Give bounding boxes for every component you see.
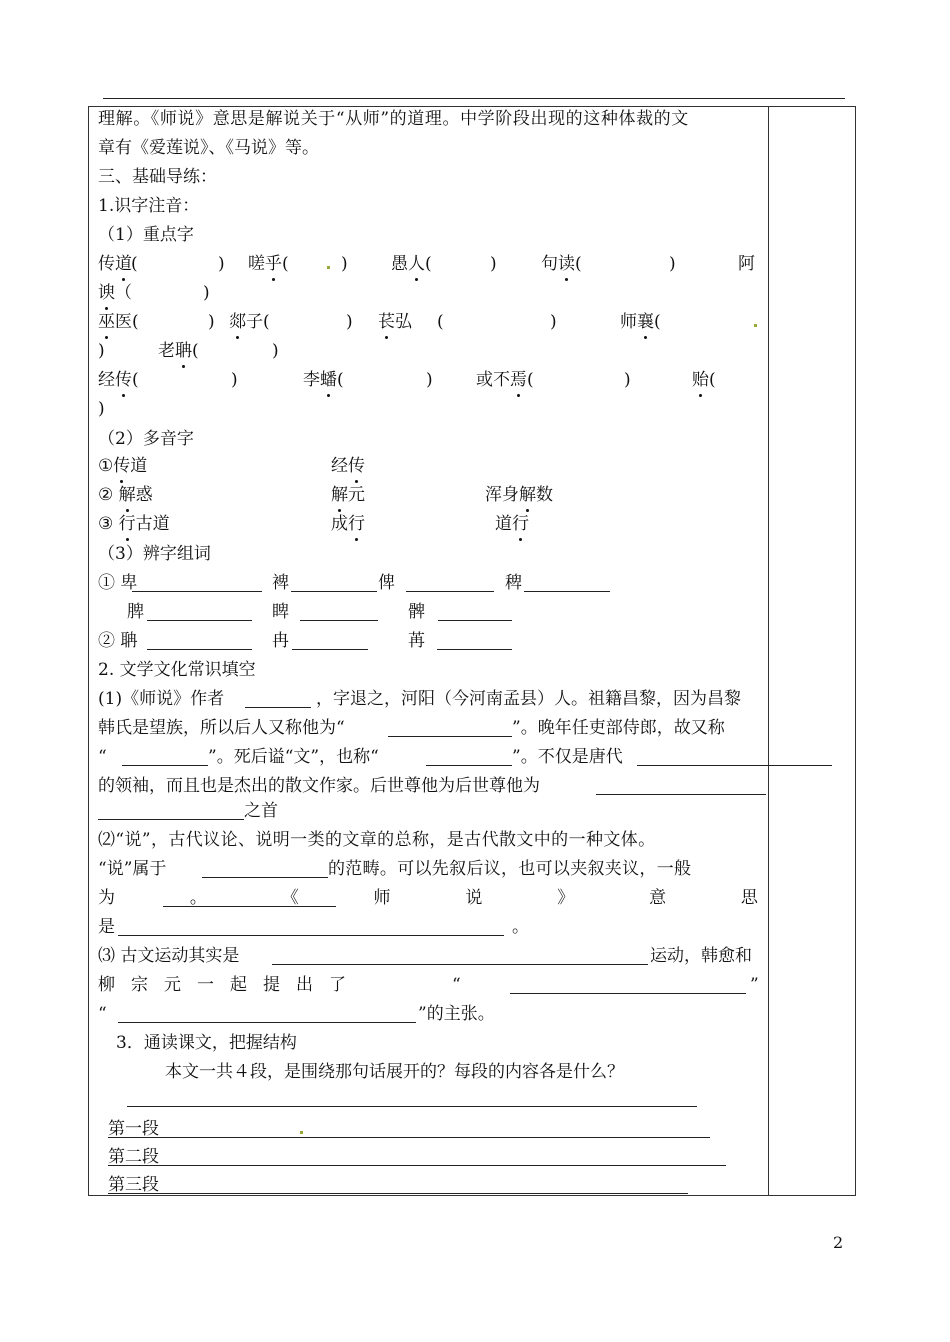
char-compare: 冉 [272,631,289,651]
blank-line[interactable] [438,620,512,621]
paren-close: ) [98,399,105,419]
q2-title: 2. 文学文化常识填空 [98,660,256,680]
scan-mark [300,1131,303,1134]
char-item: 经传( [98,370,139,390]
q2-char: 思 [740,888,758,908]
blank-line[interactable] [388,736,512,737]
q2-text: ”。死后谥“文”，也称“ [208,747,379,767]
blank-line[interactable] [132,591,262,592]
char-compare: ① 卑 [98,573,138,593]
q2-char: 起 [230,975,247,995]
q2-text: ”的主张。 [418,1004,495,1024]
q2-text: “说”属于 [98,859,167,879]
q2-char: 为 [98,888,115,908]
section-title: 三、基础导练： [98,167,217,187]
blank-line[interactable] [202,877,328,878]
char-item: 谀（ [98,283,132,303]
sub1-title: （1）重点字 [98,225,194,245]
char-compare: 髀 [408,602,425,622]
blank-line[interactable] [510,993,746,994]
q2-char: “ [452,975,461,995]
notes-column-divider [768,106,769,1196]
blank-line[interactable] [108,1165,726,1166]
char-item: 苌弘 [378,312,412,332]
paren-open: ( [131,254,138,274]
blank-line[interactable] [245,707,311,708]
char-compare: 苒 [408,631,425,651]
paren-close: ) [624,370,631,390]
char-item: 阿 [738,254,755,274]
q2-text: “ [98,747,107,767]
paren-close: ) [218,254,225,274]
blank-line[interactable] [596,794,766,795]
q2-text: 。 [512,917,529,937]
blank-line[interactable] [122,765,208,766]
q2-char: 元 [164,975,181,995]
char-item: 或不焉( [476,370,534,390]
char-item: 巫医( [98,312,139,332]
q2-text: 之首 [244,801,278,821]
char-item: 师襄( [620,312,661,332]
blank-line[interactable] [98,819,244,820]
polyphone-item: ② 解惑 [98,485,153,505]
q3-title: 3．通读课文，把握结构 [116,1033,297,1053]
q2-text: 运动，韩愈和 [650,946,752,966]
paren-close: ) [341,254,348,274]
blank-line[interactable] [426,765,512,766]
char-compare: 睥 [272,602,289,622]
char-item: 郯子( [229,312,270,332]
q2-char: 宗 [131,975,148,995]
q2-char: 一 [197,975,214,995]
header-rule [103,98,845,99]
q3-question: 本文一共４段，是围绕那句话展开的？每段的内容各是什么？ [165,1062,624,1082]
q2-text: 的领袖，而且也是杰出的散文作家。后世尊他为后世尊他为 [98,776,540,796]
q2-text: ”。晚年任吏部侍郎，故又称 [512,718,725,738]
q2-char: 柳 [98,975,115,995]
char-compare: 俾 [378,573,395,593]
paragraph-label: 第二段 [108,1147,159,1167]
blank-line[interactable] [406,591,494,592]
paren-close: ) [346,312,353,332]
paren-close: ) [550,312,557,332]
blank-line[interactable] [147,649,252,650]
paren-close: ) [669,254,676,274]
q2-text: (1)《师说》作者 [98,689,225,709]
char-item: 传道 [98,254,132,274]
q2-text: ，字退之，河阳（今河南孟县）人。祖籍昌黎，因为昌黎 [316,689,741,709]
scan-mark [327,266,330,269]
polyphone-item: 浑身解数 [485,485,553,505]
q2-text: 的范畴。可以先叙后议，也可以夹叙夹议，一般 [328,859,692,879]
blank-line[interactable] [118,935,504,936]
polyphone-item: ③ 行古道 [98,514,170,534]
q2-text: ⑵“说”，古代议论、说明一类的文章的总称，是古代散文中的一种文体。 [98,830,656,850]
q1-title: 1.识字注音： [98,196,200,216]
sub3-title: （3）辨字组词 [98,544,211,564]
blank-line[interactable] [108,1137,710,1138]
page-number: 2 [833,1233,844,1252]
blank-line[interactable] [300,620,378,621]
q2-text: 是 [98,917,115,937]
paren-close: ) [272,341,279,361]
scan-mark [754,324,757,327]
q2-text: ”。不仅是唐代 [512,747,623,767]
char-item: 嗟乎( [248,254,289,274]
q2-text: “ [98,1004,107,1024]
char-item: 老聃( [158,341,199,361]
char-item: 愚人( [391,254,432,274]
q2-text: ⑶ 古文运动其实是 [98,946,240,966]
paren-close: ) [208,312,215,332]
char-item: 句读( [541,254,582,274]
paren-close: ) [490,254,497,274]
intro-line-2: 章有《爱莲说》、《马说》等。 [98,138,319,158]
blank-line[interactable] [118,1022,416,1023]
char-compare: ② 聃 [98,631,138,651]
intro-line-1: 理解。《师说》意思是解说关于“从师”的道理。中学阶段出现的这种体裁的文 [98,109,689,129]
blank-line[interactable] [108,1193,688,1194]
q2-char: 《 [281,888,299,908]
blank-line[interactable] [437,649,512,650]
q2-char: 。 [189,888,207,908]
q2-char: ” [750,975,759,995]
paren-close: ) [231,370,238,390]
polyphone-item: 道行 [495,514,529,534]
char-compare: 裨 [272,573,289,593]
q2-char: 出 [296,975,313,995]
char-item: 李蟠( [303,370,344,390]
blank-line[interactable] [637,765,832,766]
char-item: 贻( [692,370,716,390]
paren-open: ( [437,312,444,332]
blank-line[interactable] [292,649,368,650]
polyphone-item: ①传道 [98,456,148,476]
paren-close: ) [203,283,210,303]
q2-char: 提 [263,975,280,995]
blank-line[interactable] [127,1106,697,1107]
char-compare: 稗 [505,573,522,593]
blank-line[interactable] [147,620,252,621]
q2-char: 》 [557,888,575,908]
q2-char: 了 [329,975,346,995]
paragraph-label: 第三段 [108,1175,159,1195]
blank-line[interactable] [524,591,610,592]
polyphone-item: 成行 [331,514,365,534]
char-compare: 脾 [127,602,144,622]
paren-close: ) [426,370,433,390]
q2-char: 意 [649,888,667,908]
q2-text: 韩氏是望族，所以后人又称他为“ [98,718,345,738]
q2-char: 说 [465,888,483,908]
blank-line[interactable] [163,906,336,907]
blank-line[interactable] [291,591,377,592]
q2-char: 师 [373,888,391,908]
sub2-title: （2）多音字 [98,429,194,449]
polyphone-item: 解元 [331,485,365,505]
paragraph-label: 第一段 [108,1119,159,1139]
polyphone-item: 经传 [331,456,365,476]
blank-line[interactable] [272,964,648,965]
paren-close: ) [98,341,105,361]
